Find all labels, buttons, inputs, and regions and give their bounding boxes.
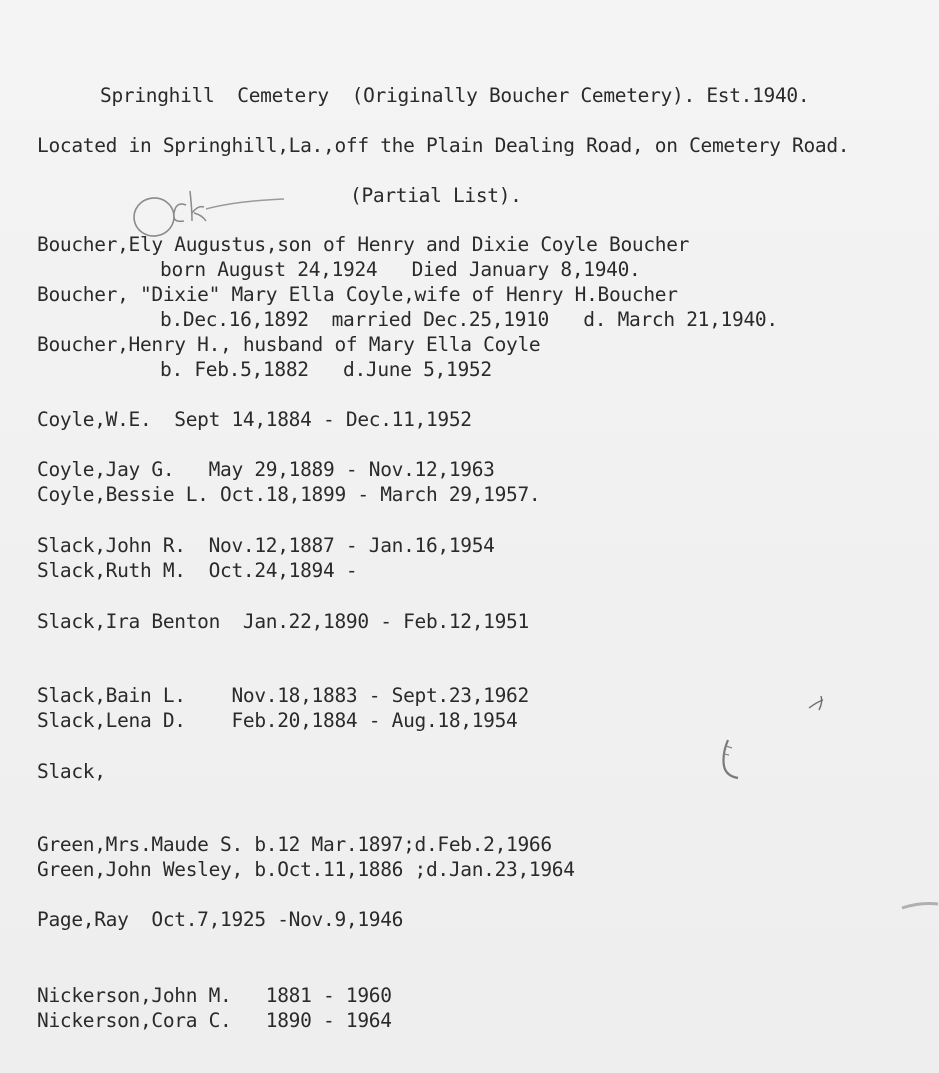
entry-line: Slack,Ira Benton Jan.22,1890 - Feb.12,1951 (37, 610, 529, 633)
entry-line: Green,John Wesley, b.Oct.11,1886 ;d.Jan.23,1964 (37, 858, 575, 881)
entry-line: Coyle,Bessie L. Oct.18,1899 - March 29,1957. (37, 483, 541, 506)
edge-shadow-mark (900, 896, 939, 920)
location-line: Located in Springhill,La.,off the Plain Dealing Road, on Cemetery Road. (37, 134, 850, 157)
entry-line: Slack,Ruth M. Oct.24,1894 - (37, 559, 358, 582)
entry-line: Slack,Bain L. Nov.18,1883 - Sept.23,1962 (37, 684, 529, 707)
entry-line: Slack,Lena D. Feb.20,1884 - Aug.18,1954 (37, 709, 518, 732)
entry-line: Page,Ray Oct.7,1925 -Nov.9,1946 (37, 908, 404, 931)
entry-line: Coyle,Jay G. May 29,1889 - Nov.12,1963 (37, 458, 495, 481)
entry-line: Slack, (37, 760, 106, 783)
entry-line: Nickerson,John M. 1881 - 1960 (37, 984, 392, 1007)
entry-line: b. Feb.5,1882 d.June 5,1952 (160, 358, 492, 381)
entry-line: born August 24,1924 Died January 8,1940. (160, 258, 641, 281)
entry-line: Boucher,Ely Augustus,son of Henry and Dixie Coyle Boucher (37, 233, 690, 256)
entry-line: Coyle,W.E. Sept 14,1884 - Dec.11,1952 (37, 408, 472, 431)
partial-list-note: (Partial List). (350, 184, 522, 207)
entry-line: Slack,John R. Nov.12,1887 - Jan.16,1954 (37, 534, 495, 557)
ink-smudge-mark (712, 736, 752, 786)
entry-line: Nickerson,Cora C. 1890 - 1964 (37, 1009, 392, 1032)
entry-line: Boucher, "Dixie" Mary Ella Coyle,wife of Henry H.Boucher (37, 283, 678, 306)
entry-line: b.Dec.16,1892 married Dec.25,1910 d. March 21,1940. (160, 308, 778, 331)
entry-line: Green,Mrs.Maude S. b.12 Mar.1897;d.Feb.2,1966 (37, 833, 552, 856)
document-title: Springhill Cemetery (Originally Boucher Cemetery). Est.1940. (100, 84, 810, 107)
ink-speck-mark (805, 692, 835, 714)
entry-line: Boucher,Henry H., husband of Mary Ella Coyle (37, 333, 541, 356)
